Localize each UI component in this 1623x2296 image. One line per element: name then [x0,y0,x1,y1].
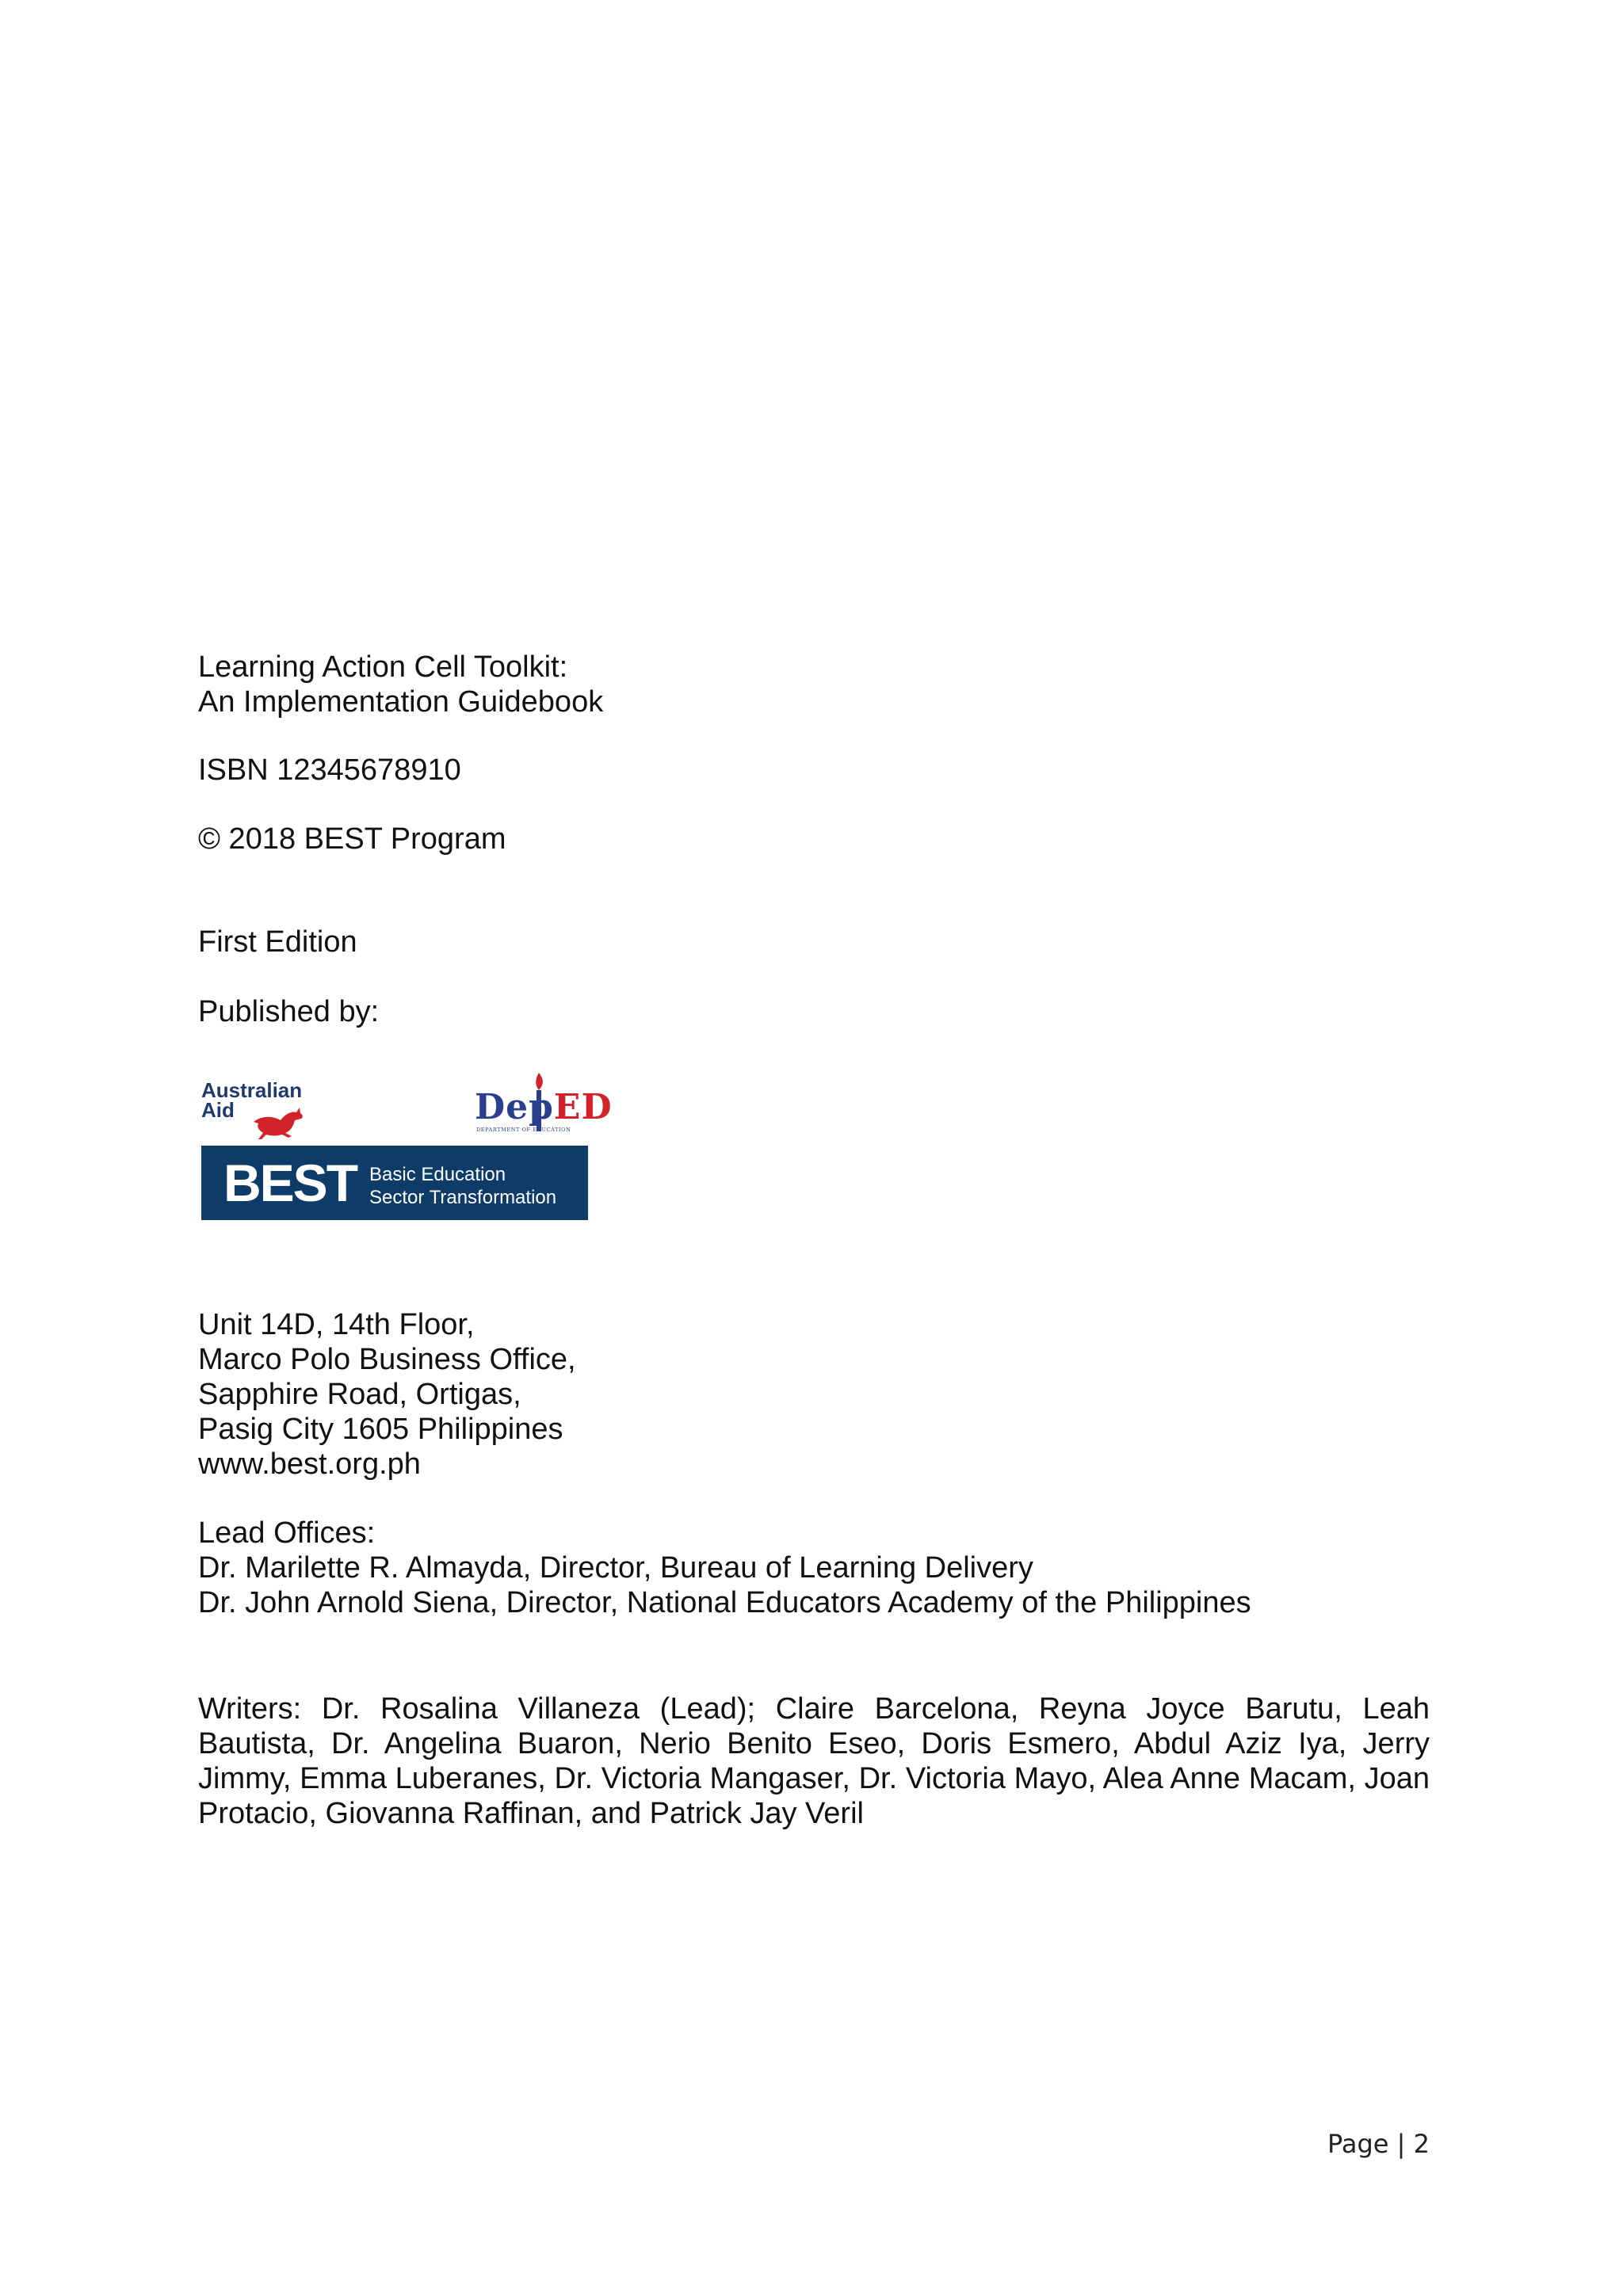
address-line: Unit 14D, 14th Floor, [198,1308,475,1341]
deped-subtitle: DEPARTMENT OF EDUCATION [476,1127,571,1133]
kangaroo-icon [250,1104,306,1141]
edition: First Edition [198,925,357,959]
deped-ed: ED [553,1087,613,1127]
title-line-1: Learning Action Cell Toolkit: [198,650,568,684]
lead-offices-heading: Lead Offices: [198,1516,376,1550]
published-by-label: Published by: [198,995,380,1028]
page-number: Page | 2 [1327,2129,1430,2159]
isbn: ISBN 12345678910 [198,753,461,787]
best-acronym: BEST [223,1154,357,1212]
address-line: Pasig City 1605 Philippines [198,1413,563,1446]
book-title [198,650,603,719]
australian-aid-logo [201,1078,312,1144]
address-line: Sapphire Road, Ortigas, [198,1378,521,1411]
best-full-name [369,1163,556,1209]
title-line-2: An Implementation Guidebook [198,685,604,719]
lead-offices [198,1516,1251,1620]
writers-credits: Writers: Dr. Rosalina Villaneza (Lead); Claire Barcelona, Reyna Joyce Barutu, Leah Bautista, Dr. Angelina Buaron, Nerio Benito Eseo, Doris Esmero, Abdul Aziz Iya, Jerry Jimmy, Emma Luberanes, Dr. Victoria Mangaser, Dr. Victoria Mayo, Alea Anne Macam, Joan Protacio, Giovanna Raffinan, and Patrick Jay Veril [198,1692,1430,1830]
best-line-2: Sector Transformation [369,1187,557,1208]
copyright: © 2018 BEST Program [198,822,506,856]
deped-dep: Dep [475,1087,554,1127]
lead-office-item: Dr. Marilette R. Almayda, Director, Bureau of Learning Delivery [198,1551,1033,1585]
best-line-1: Basic Education [369,1164,506,1185]
australian-aid-line-1: Australian [201,1078,303,1102]
website-url: www.best.org.ph [198,1447,421,1481]
deped-logo [475,1071,613,1135]
deped-wordmark [475,1087,613,1127]
address-line: Marco Polo Business Office, [198,1343,576,1376]
publisher-address [198,1307,576,1482]
publisher-logos [201,1071,613,1222]
australian-aid-line-2: Aid [201,1098,235,1122]
best-logo [201,1146,588,1220]
lead-office-item: Dr. John Arnold Siena, Director, National Educators Academy of the Philippines [198,1586,1251,1619]
